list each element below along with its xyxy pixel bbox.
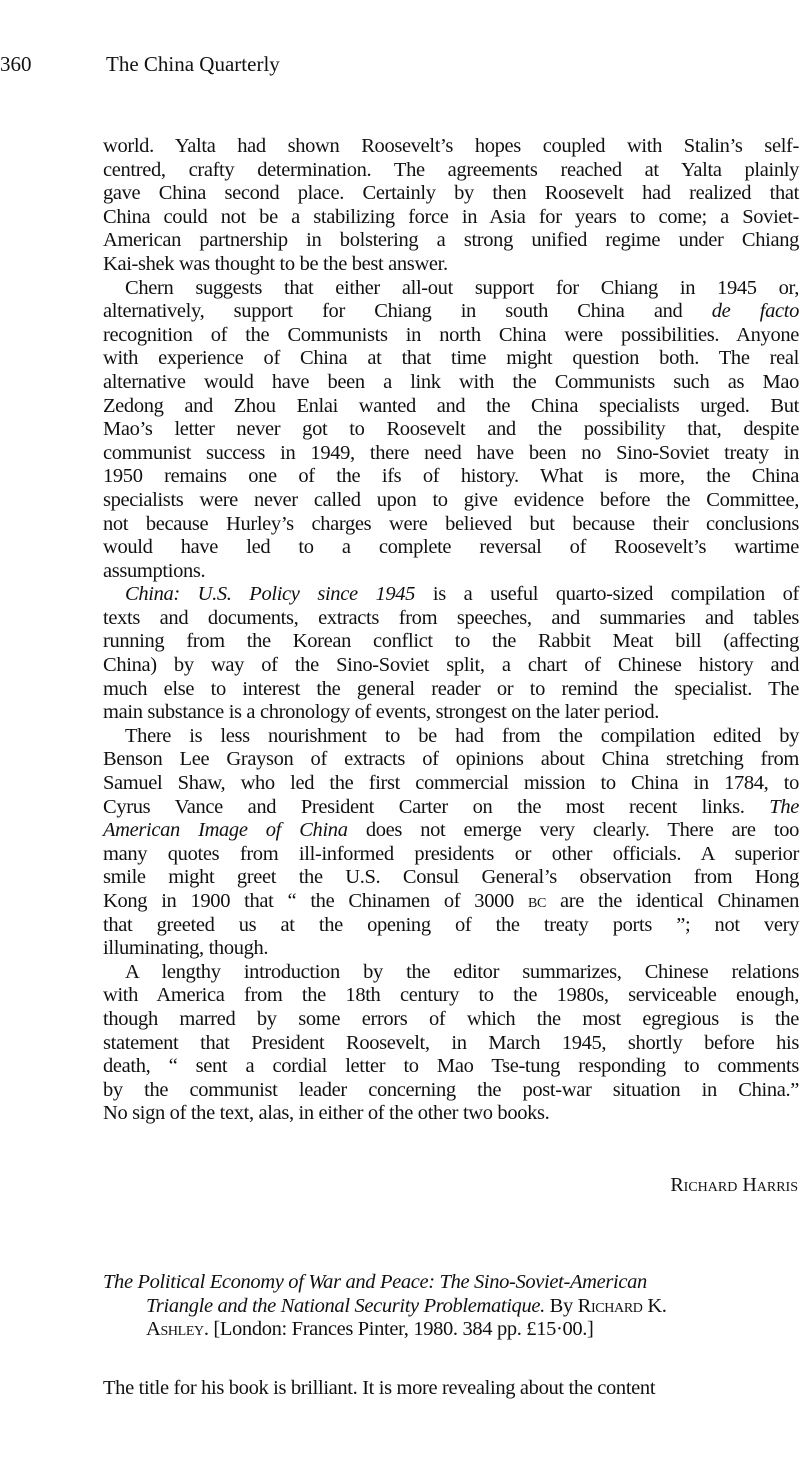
italic-title: The	[769, 795, 799, 818]
review-body-ashley	[103, 1377, 799, 1401]
book-title-line-2	[103, 1295, 799, 1319]
text-run: Cyrus Vance and President Carter on the most recent links.	[103, 795, 770, 818]
text-line: A lengthy introduction by the editor summarizes, Chinese relations	[125, 960, 799, 983]
text-line	[103, 300, 799, 324]
text-line	[103, 890, 799, 914]
text-line: American partnership in bolstering a strong unified regime under Chiang	[103, 229, 799, 252]
book-subtitle: Triangle and the National Security Problematique.	[146, 1294, 545, 1317]
text-line: many quotes from ill-informed presidents or other officials. A superior	[103, 842, 799, 865]
text-line: No sign of the text, alas, in either of the other two books.	[103, 1102, 550, 1125]
text-line	[103, 583, 799, 607]
text-line: Kai-shek was thought to be the best answer.	[103, 252, 448, 275]
text-line	[103, 796, 799, 820]
text-line: China) by way of the Sino-Soviet split, a chart of Chinese history and	[103, 654, 799, 677]
text-line: with experience of China at that time might question both. The real	[103, 347, 799, 370]
text-line: There is less nourishment to be had from the compilation edited by	[125, 724, 799, 747]
author-name: Richard K.	[577, 1294, 667, 1317]
italic-title: American Image of China	[103, 819, 348, 842]
body-first-line: The title for his book is brilliant. It is more revealing about the content	[103, 1377, 656, 1399]
text-line: Benson Lee Grayson of extracts of opinions about China stretching from	[103, 748, 799, 771]
text-line: China could not be a stabilizing force in Asia for years to come; a Soviet-	[103, 205, 799, 228]
text-run: does not emerge very clearly. There are too	[347, 819, 799, 842]
text-line: Mao’s letter never got to Roosevelt and the possibility that, despite	[103, 418, 799, 441]
italic-title: de facto	[711, 300, 799, 323]
text-line: smile might greet the U.S. Consul General’s observation from Hong	[103, 866, 799, 889]
text-line: with America from the 18th century to the 1980s, serviceable enough,	[103, 984, 799, 1007]
text-line: death, “ sent a cordial letter to Mao Tse-tung responding to comments	[103, 1055, 799, 1078]
text-line: gave China second place. Certainly by then Roosevelt had realized that	[103, 182, 799, 205]
book-title-line-1	[103, 1271, 799, 1295]
text-line: Zedong and Zhou Enlai wanted and the China specialists urged. But	[103, 394, 799, 417]
text-line: not because Hurley’s charges were believed but because their conclusions	[103, 512, 799, 535]
text-line: statement that President Roosevelt, in March 1945, shortly before his	[103, 1031, 799, 1054]
running-head	[0, 52, 800, 78]
text-line: alternative would have been a link with the Communists such as Mao	[103, 370, 799, 393]
small-caps-text: bc	[527, 890, 546, 912]
text-line: that greeted us at the opening of the treaty ports ”; not very	[103, 913, 799, 936]
publication-details: . [London: Frances Pinter, 1980. 384 pp. £15·00.]	[203, 1318, 594, 1341]
text-line: Chern suggests that either all-out support for Chiang in 1945 or,	[125, 276, 799, 299]
text-line: main substance is a chronology of events, strongest on the later period.	[103, 701, 660, 724]
text-line: by the communist leader concerning the post-war situation in China.”	[103, 1078, 799, 1101]
text-line: texts and documents, extracts from speeches, and summaries and tables	[103, 606, 799, 629]
text-line: recognition of the Communists in north China were possibilities. Anyone	[103, 323, 799, 346]
text-line: assumptions.	[103, 559, 206, 582]
publication-info-line	[103, 1318, 799, 1342]
author-surname: Ashley	[146, 1318, 204, 1341]
text-run: are the identical Chinamen	[545, 890, 799, 912]
review-heading-ashley	[103, 1271, 799, 1342]
text-run: alternatively, support for Chiang in south China and	[103, 300, 712, 323]
text-line: running from the Korean conflict to the Rabbit Meat bill (affecting	[103, 630, 799, 653]
text-line: specialists were never called upon to give evidence before the Committee,	[103, 488, 799, 511]
text-line: 1950 remains one of the ifs of history. What is more, the China	[103, 465, 799, 488]
page-number: 360	[0, 52, 32, 76]
text-line: would have led to a complete reversal of Roosevelt’s wartime	[103, 536, 799, 559]
text-line: Samuel Shaw, who led the first commercial mission to China in 1784, to	[103, 772, 799, 795]
by-label: By	[544, 1294, 578, 1317]
review-body-richard-harris	[103, 135, 799, 1126]
text-line: centred, crafty determination. The agreements reached at Yalta plainly	[103, 158, 799, 181]
text-line	[103, 819, 799, 843]
text-line: illuminating, though.	[103, 937, 269, 960]
text-line: world. Yalta had shown Roosevelt’s hopes coupled with Stalin’s self-	[103, 135, 799, 157]
reviewer-signature: Richard Harris	[670, 1174, 798, 1196]
text-run: Kong in 1900 that “ the Chinamen of 3000	[103, 890, 528, 912]
text-run: is a useful quarto-sized compilation of	[415, 583, 799, 606]
book-title: The Political Economy of War and Peace: The Sino-Soviet-American	[103, 1271, 647, 1293]
text-line: much else to interest the general reader or to remind the specialist. The	[103, 677, 799, 700]
journal-title: The China Quarterly	[106, 52, 280, 76]
text-line: though marred by some errors of which the most egregious is the	[103, 1007, 799, 1030]
text-line: communist success in 1949, there need have been no Sino-Soviet treaty in	[103, 441, 799, 464]
italic-title: China: U.S. Policy since 1945	[125, 583, 416, 606]
